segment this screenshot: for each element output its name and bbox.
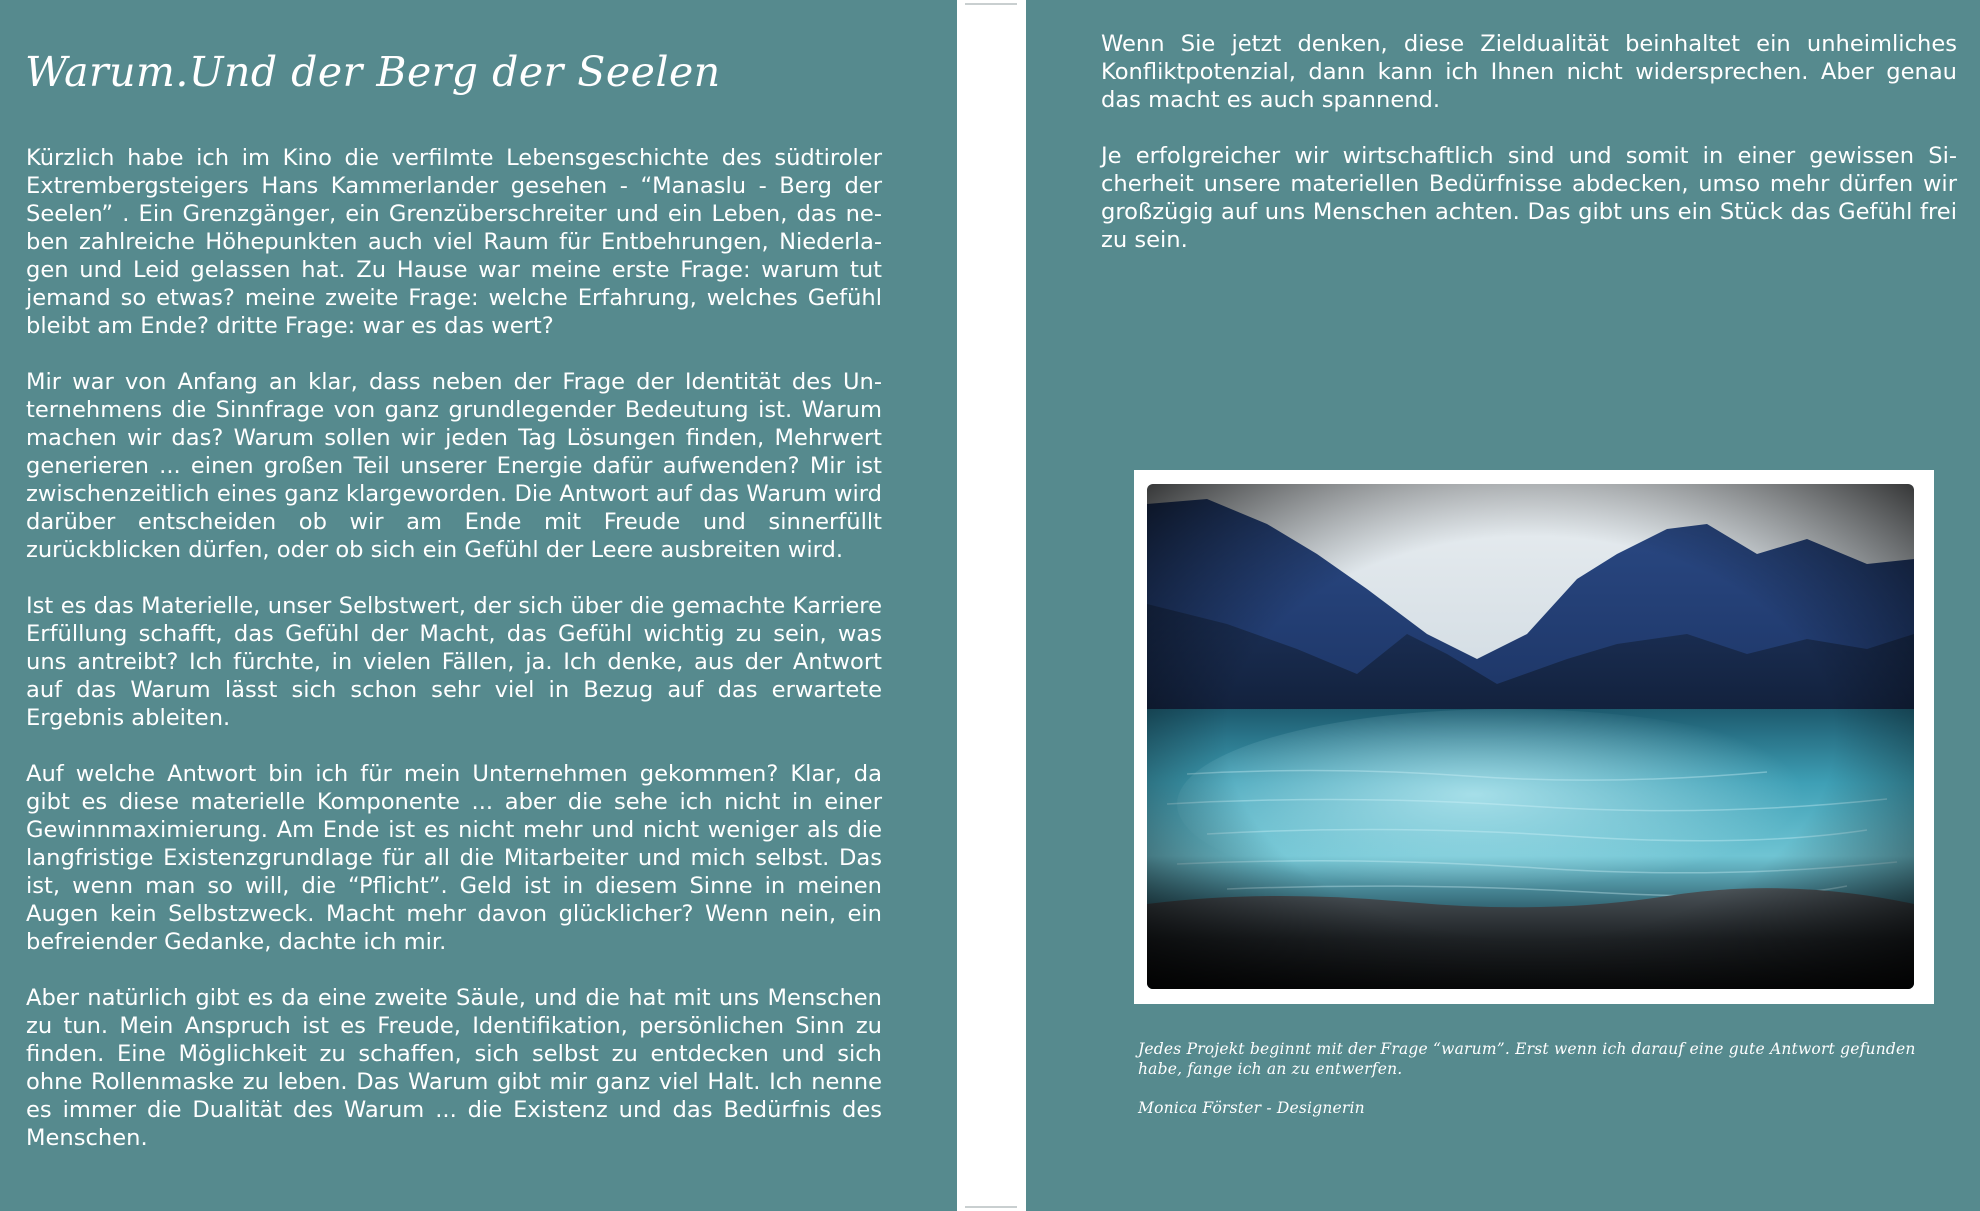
caption-quote: Jedes Projekt beginnt mit der Frage “warum”. Erst wenn ich darauf eine gute Antwort gefunden habe, fange ich an zu entwerfen. [1138,1040,1916,1078]
paragraph: Mir war von Anfang an klar, dass neben der Frage der Identität des Unternehmens die Sinnfrage von ganz grundlegender Bedeutung ist. Warum machen wir das? Warum sollen wir jeden Tag Lösungen finden, Mehrwert generieren ... einen großen Teil unserer Energie dafür aufwenden? Mir ist zwischenzeitlich eines ganz klargeworden. Die Antwort auf das Warum wird darüber entscheiden ob wir am Ende mit Freude und sinnerfüllt zurückblicken dürfen, oder ob sich ein Gefühl der Leere ausbreiten wird. [26,369,882,563]
paragraph: Auf welche Antwort bin ich für mein Unternehmen gekommen? Klar, da gibt es diese materielle Komponente ... aber die sehe ich nicht in einer Gewinnmaximierung. Am Ende ist es nicht mehr und nicht weniger als die langfristige Existenzgrundlage für all die Mitarbeiter und mich selbst. Das ist, wenn man so will, die “Pflicht”. Geld ist in diesem Sinne in meinen Augen kein Selbstzweck. Macht mehr davon glücklicher? Wenn nein, ein befreiender Gedanke, dachte ich mir. [26,761,882,955]
left-body-text [26,144,882,1180]
lake-mountain-photo [1147,484,1914,989]
gutter-mark-top [965,3,1017,5]
right-body-text [1101,30,1957,282]
paragraph: Aber natürlich gibt es da eine zweite Säule, und die hat mit uns Menschen zu tun. Mein Anspruch ist es Freude, Identifikation, persönlichen Sinn zu finden. Eine Möglichkeit zu schaffen, sich selbst zu entdecken und sich ohne Rollenmaske zu leben. Das Warum gibt mir ganz viel Halt. Ich nenne es immer die Dualität des Warum ... die Existenz und das Bedürfnis des Menschen. [26,985,882,1151]
caption-author: Monica Förster - Designerin [1138,1099,1365,1117]
paragraph: Ist es das Materielle, unser Selbstwert, der sich über die gemachte Karriere Erfüllung schafft, das Gefühl der Macht, das Gefühl wichtig zu sein, was uns antreibt? Ich fürchte, in vielen Fällen, ja. Ich denke, aus der Antwort auf das Warum lässt sich schon sehr viel in Bezug auf das erwartete Ergebnis ableiten. [26,593,882,731]
right-page [1026,0,1980,1211]
article-title: Warum.Und der Berg der Seelen [25,48,721,96]
page-gutter [957,0,1026,1211]
paragraph: Je erfolgreicher wir wirtschaftlich sind und somit in einer gewissen Sicherheit unsere materiellen Bedürfnisse abdecken, umso mehr dürfen wir großzügig auf uns Menschen achten. Das gibt uns ein Stück das Gefühl frei zu sein. [1101,143,1957,253]
paragraph: Kürzlich habe ich im Kino die verfilmte Lebensgeschichte des südtiroler Extrembergsteigers Hans Kammerlander gesehen - “Manaslu - Berg der Seelen” . Ein Grenzgänger, ein Grenzüberschreiter und ein Leben, das neben zahlreiche Höhepunkten auch viel Raum für Entbehrungen, Niederlagen und Leid gelassen hat. Zu Hause war meine erste Frage: warum tut jemand so etwas? meine zweite Frage: welche Erfahrung, welches Gefühl bleibt am Ende? dritte Frage: war es das wert? [26,145,882,339]
left-page [0,0,957,1211]
paragraph: Wenn Sie jetzt denken, diese Zieldualität beinhaltet ein unheimliches Konfliktpotenzial, dann kann ich Ihnen nicht widersprechen. Aber genau das macht es auch spannend. [1101,31,1957,113]
lake-photo-frame [1134,470,1934,1004]
gutter-mark-bottom [965,1206,1017,1208]
photo-caption [1138,1039,1962,1137]
